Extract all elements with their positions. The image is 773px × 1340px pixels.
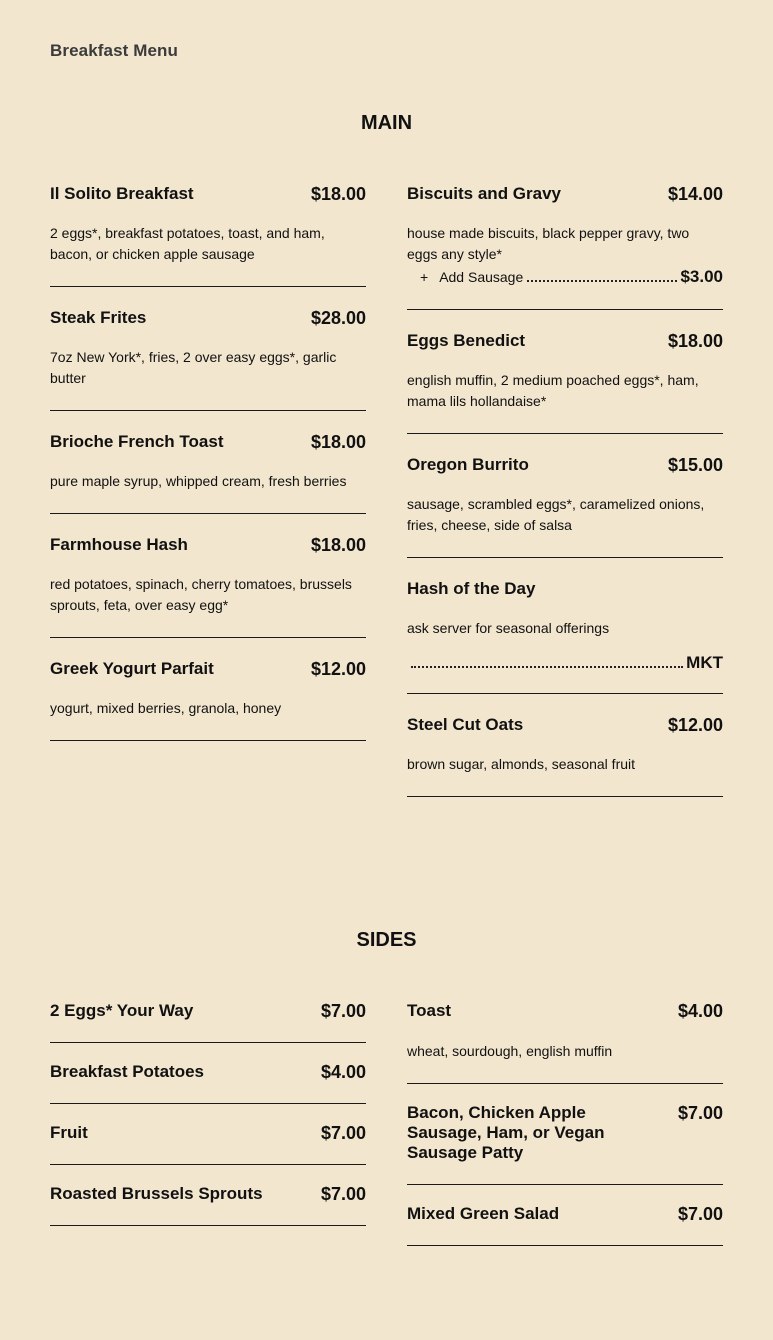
menu-item xyxy=(407,715,723,797)
item-name: Toast xyxy=(407,1001,452,1020)
market-price-row xyxy=(407,653,723,673)
item-name: Hash of the Day xyxy=(407,579,536,598)
item-name: Steel Cut Oats xyxy=(407,715,524,734)
item-name: Il Solito Breakfast xyxy=(50,184,194,203)
dot-leader xyxy=(527,279,677,282)
menu-item xyxy=(50,1184,366,1226)
plus-icon: + xyxy=(420,269,429,285)
item-description: red potatoes, spinach, cherry tomatoes, brussels sprouts, feta, over easy egg* xyxy=(50,576,352,613)
item-description: 2 eggs*, breakfast potatoes, toast, and ham, bacon, or chicken apple sausage xyxy=(50,225,325,262)
menu-item xyxy=(50,535,366,638)
menu-item xyxy=(407,1103,723,1185)
item-price: $7.00 xyxy=(320,1184,366,1204)
item-description: english muffin, 2 medium poached eggs*, ham, mama lils hollandaise* xyxy=(407,372,699,409)
menu-item xyxy=(407,331,723,434)
sides-left-column xyxy=(50,1001,366,1245)
item-name: Biscuits and Gravy xyxy=(407,184,562,203)
item-description: wheat, sourdough, english muffin xyxy=(407,1043,613,1059)
menu-item xyxy=(50,308,366,411)
addon-price: $3.00 xyxy=(680,267,723,286)
item-price: $28.00 xyxy=(310,308,366,328)
menu-item xyxy=(50,184,366,287)
menu-item xyxy=(50,1123,366,1165)
item-name: Breakfast Potatoes xyxy=(50,1062,205,1081)
page-title: Breakfast Menu xyxy=(50,41,178,60)
menu-item xyxy=(50,659,366,741)
item-name: Steak Frites xyxy=(50,308,147,327)
item-description: sausage, scrambled eggs*, caramelized onions, fries, cheese, side of salsa xyxy=(407,496,705,533)
item-name: Eggs Benedict xyxy=(407,331,526,350)
menu-item xyxy=(50,432,366,514)
item-name: Oregon Burrito xyxy=(407,455,529,474)
menu-item xyxy=(50,1001,366,1043)
item-name: Mixed Green Salad xyxy=(407,1204,560,1223)
main-right-column xyxy=(407,184,723,818)
sides-right-column xyxy=(407,1001,723,1265)
item-price: $7.00 xyxy=(677,1103,723,1123)
section-heading-main: MAIN xyxy=(360,112,413,134)
menu-item xyxy=(407,184,723,310)
item-name: Roasted Brussels Sprouts xyxy=(50,1184,263,1203)
item-price: $7.00 xyxy=(677,1204,723,1224)
addon-label: Add Sausage xyxy=(439,269,524,285)
item-description: ask server for seasonal offerings xyxy=(407,620,610,636)
item-description: house made biscuits, black pepper gravy, two eggs any style* xyxy=(407,225,690,262)
item-name: Farmhouse Hash xyxy=(50,535,188,554)
addon-row xyxy=(407,266,723,288)
item-price: $18.00 xyxy=(310,184,366,204)
item-price: $18.00 xyxy=(310,432,366,452)
dot-leader xyxy=(411,665,683,668)
section-heading-sides: SIDES xyxy=(356,929,417,951)
market-price: MKT xyxy=(686,653,723,672)
item-price: $4.00 xyxy=(677,1001,723,1021)
item-description: yogurt, mixed berries, granola, honey xyxy=(50,700,282,716)
item-name: Brioche French Toast xyxy=(50,432,224,451)
menu-item xyxy=(407,1204,723,1246)
item-description: brown sugar, almonds, seasonal fruit xyxy=(407,756,636,772)
menu-item xyxy=(407,579,723,694)
item-price: $7.00 xyxy=(320,1001,366,1021)
item-name: Greek Yogurt Parfait xyxy=(50,659,214,678)
item-price: $7.00 xyxy=(320,1123,366,1143)
main-left-column xyxy=(50,184,366,762)
item-price: $14.00 xyxy=(667,184,723,204)
item-price: $12.00 xyxy=(667,715,723,735)
menu-item xyxy=(50,1062,366,1104)
item-price: $4.00 xyxy=(320,1062,366,1082)
item-description: 7oz New York*, fries, 2 over easy eggs*, garlic butter xyxy=(50,349,337,386)
menu-item xyxy=(407,455,723,558)
item-price: $18.00 xyxy=(667,331,723,351)
menu-item xyxy=(407,1001,723,1084)
item-price: $18.00 xyxy=(310,535,366,555)
item-price: $15.00 xyxy=(667,455,723,475)
item-name: 2 Eggs* Your Way xyxy=(50,1001,194,1020)
item-name: Bacon, Chicken Apple Sausage, Ham, or Vegan Sausage Patty xyxy=(407,1103,605,1162)
item-name: Fruit xyxy=(50,1123,88,1142)
item-price: $12.00 xyxy=(310,659,366,679)
item-description: pure maple syrup, whipped cream, fresh berries xyxy=(50,473,347,489)
